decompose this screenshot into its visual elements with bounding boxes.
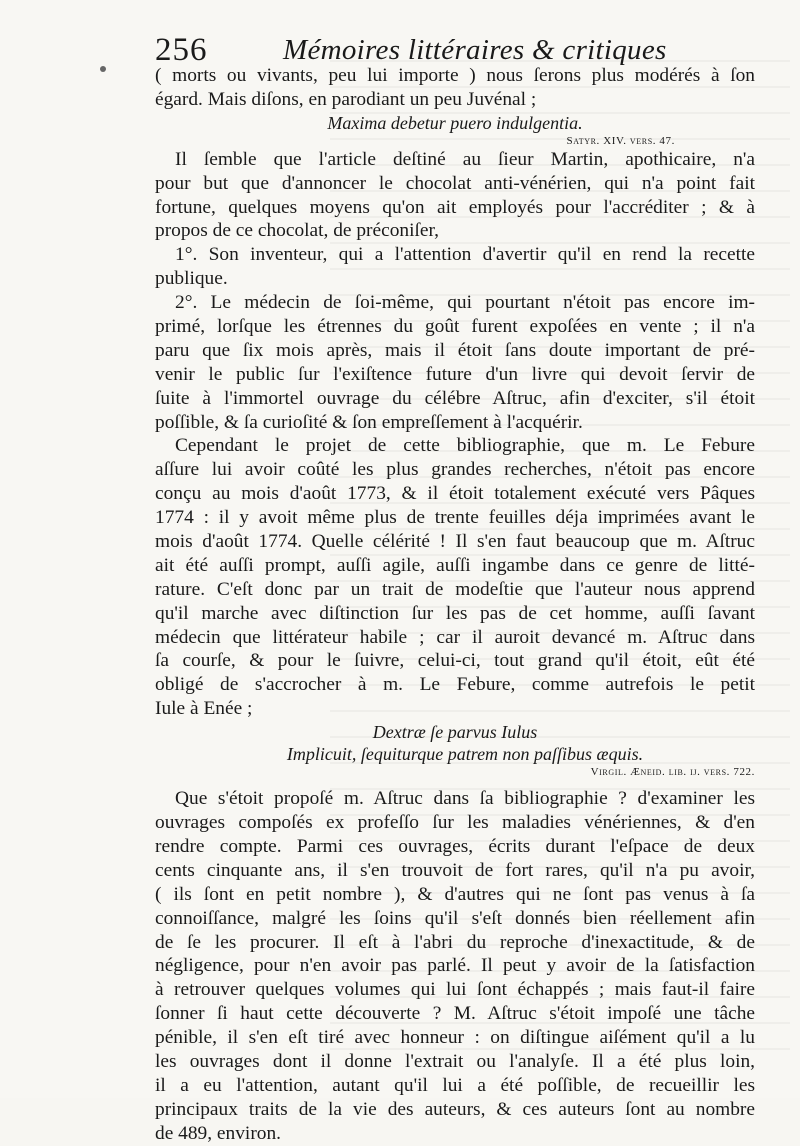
text-line: à retrouver quelques volumes qui lui ſont échappés ; mais faut-il faire [155,979,755,1001]
text-line: ( morts ou vivants, peu lui importe ) nous ſerons plus modérés à ſon [155,65,755,86]
text-line: de ſe les procurer. Il eſt à l'abri du reproche d'inexactitude, & de [155,931,755,953]
text-line: il a eu l'attention, autant qu'il lui a été poſſible, de recueillir les [155,1074,755,1096]
citation: Satyr. XIV. verſ. 47. [566,134,675,147]
running-head: Mémoires littéraires & critiques [283,34,667,66]
text-line: Iule à Enée ; [155,698,253,720]
text-line: les ouvrages dont il donne l'extrait ou l'analyſe. Il a été plus loin, [155,1050,755,1072]
text-line: publique. [155,268,228,290]
text-line: égard. Mais diſons, en parodiant un peu Juvénal ; [155,88,537,110]
paragraph-start-line: Que s'étoit propoſé m. Aſtruc dans ſa bibliographie ? d'examiner les [175,788,755,810]
text-line: rendre compte. Parmi ces ouvrages, écrits durant l'eſpace de deux [155,835,755,857]
paragraph-start-line: 1°. Son inventeur, qui a l'attention d'avertir qu'il en rend la recette [175,244,755,266]
text-line: connoiſſance, malgré les ſoins qu'il s'eſt donnés bien réellement afin [155,907,755,929]
paragraph-start-line: Cependant le projet de cette bibliographie, que m. Le Febure [175,435,755,457]
text-line: conçu au mois d'août 1773, & il étoit totalement exécuté vers Pâques [155,483,755,505]
text-line: 1774 : il y avoit même plus de trente feuilles déja imprimées avant le [155,507,755,529]
text-line: poſſible, & ſa curioſité & ſon empreſſement à l'acquérir. [155,411,583,433]
text-line: venir le public ſur l'exiſtence future d'un livre qui devoit ſervir de [155,363,755,385]
citation: Virgil. Æneid. lib. ij. verſ. 722. [590,766,755,779]
paragraph-start-line: 2°. Le médecin de ſoi-même, qui pourtant n'étoit pas encore im- [175,292,755,314]
verse-quote: Maxima debetur puero indulgentia. [327,112,583,133]
text-line: ſa courſe, & pour le ſuivre, celui-ci, tout grand qu'il étoit, eût été [155,650,755,672]
text-line: cents cinquante ans, il s'en trouvoit de fort rares, qu'il n'a pu avoir, [155,859,755,881]
spacer [155,779,755,787]
page-number: 256 [155,32,208,68]
text-line: pénible, il s'en eſt tiré avec honneur : on diſtingue aiſément qu'il a lu [155,1027,755,1049]
page-body [155,64,755,1146]
text-line: propos de ce chocolat, de préconiſer, [155,220,440,242]
text-line: paru que ſix mois après, mais il étoit ſans doute important de pré- [155,339,755,361]
text-line: ait été auſſi prompt, auſſi agile, auſſi ingambe dans ce genre de litté- [155,554,755,576]
text-line: pour but que d'annoncer le chocolat anti-vénérien, qui n'a point fait [155,172,755,194]
text-line: fortune, quelques moyens qu'on ait employés pour l'accréditer ; & à [155,196,755,218]
text-line: aſſure lui avoir coûté les plus grandes recherches, n'étoit pas encore [155,459,755,481]
text-line: rature. C'eſt donc par un trait de modeſtie que l'auteur nous apprend [155,578,755,600]
text-line: mois d'août 1774. Quelle célérité ! Il s'en faut beaucoup que m. Aſtruc [155,531,755,553]
text-line: primé, lorſque les étrennes du goût furent expoſées en vente ; il n'a [155,316,755,338]
text-line: principaux traits de la vie des auteurs, & ces auteurs ſont au nombre [155,1098,755,1120]
verse-quote: Implicuit, ſequiturque patrem non paſſibus æquis. [286,744,644,765]
text-line: négligence, pour n'en avoir pas parlé. Il peut y avoir de la ſatisfaction [155,955,755,977]
text-line: qu'il marche avec diſtinction ſur les pas de cet homme, auſſi ſavant [155,602,755,624]
text-line: de 489, environ. [155,1122,282,1144]
text-line: ſonner ſi haut cette découverte ? M. Aſtruc s'étoit impoſé une tâche [155,1003,755,1025]
verse-quote: Dextræ ſe parvus Iulus [372,722,538,743]
text-line: médecin que littérateur habile ; car il auroit devancé m. Aſtruc dans [155,626,755,648]
text-line: ſuite à l'immortel ouvrage du célébre Aſtruc, afin d'exciter, s'il étoit [155,387,755,409]
text-line: obligé de s'accrocher à m. Le Febure, comme autrefois le petit [155,674,755,696]
text-line: ( ils ſont en petit nombre ), & d'autres qui ne ſont pas venus à ſa [155,883,755,905]
ink-spot [100,66,106,72]
text-line: ouvrages compoſés ex profeſſo ſur les maladies vénériennes, & d'en [155,812,755,834]
paragraph-start-line: Il ſemble que l'article deſtiné au ſieur Martin, apothicaire, n'a [175,148,755,170]
